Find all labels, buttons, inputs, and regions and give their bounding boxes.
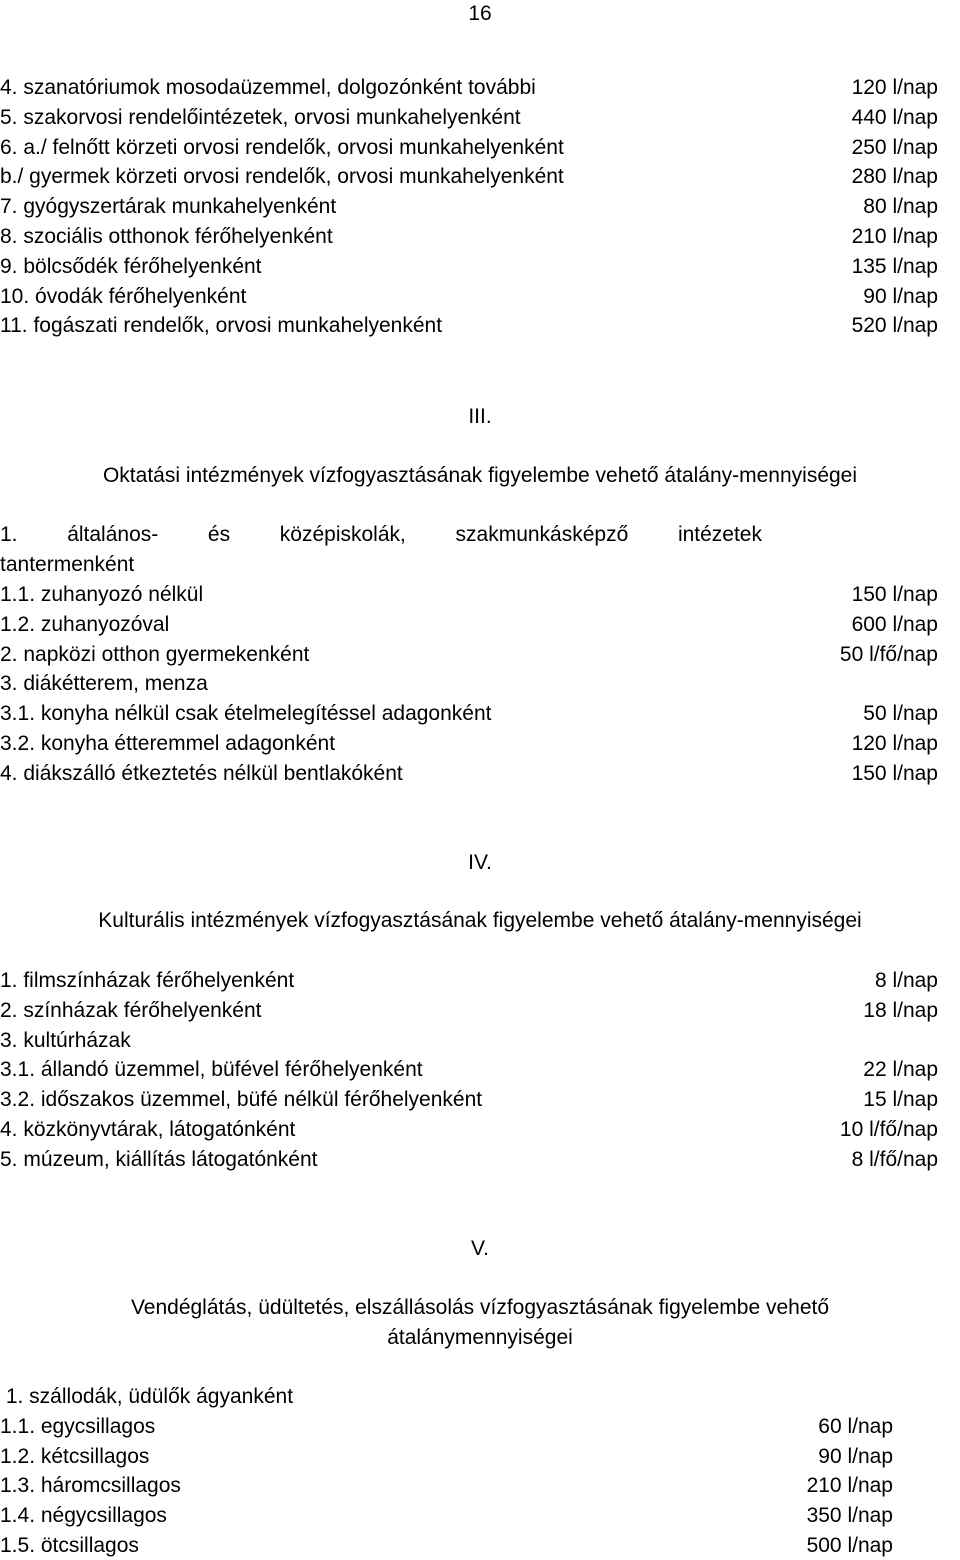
item-value: 90 l/nap bbox=[863, 284, 938, 308]
item-label: 2. színházak férőhelyenként bbox=[0, 998, 262, 1022]
item-label: 3.1. konyha nélkül csak ételmelegítéssel adagonként bbox=[0, 702, 492, 726]
list-item bbox=[0, 1533, 893, 1559]
item-value: 350 l/nap bbox=[806, 1504, 893, 1528]
item-value: 15 l/nap bbox=[863, 1088, 938, 1112]
item-value: 120 l/nap bbox=[851, 76, 938, 99]
item-label: 4. szanatóriumok mosodaüzemmel, dolgozónként további bbox=[0, 76, 536, 99]
item-value: 210 l/nap bbox=[806, 1474, 893, 1498]
item-label: 1.2. kétcsillagos bbox=[0, 1444, 150, 1468]
intro-word: intézetek bbox=[677, 523, 762, 546]
item-value: 150 l/nap bbox=[851, 583, 938, 606]
list-item bbox=[0, 1057, 938, 1083]
intro-word: általános- bbox=[67, 523, 159, 546]
section-4-numeral: IV. bbox=[468, 851, 492, 874]
item-value: 135 l/nap bbox=[851, 254, 938, 278]
section-5-title-line-2: átalánymennyiségei bbox=[387, 1326, 573, 1349]
item-label: 9. bölcsődék férőhelyenként bbox=[0, 254, 262, 278]
list-item bbox=[0, 1117, 938, 1143]
section-5-numeral: V. bbox=[471, 1237, 489, 1260]
list-item bbox=[0, 731, 938, 757]
list-item bbox=[0, 1473, 893, 1499]
list-item bbox=[0, 135, 938, 161]
item-label: 3. kultúrházak bbox=[0, 1028, 131, 1052]
item-label: 1.1. zuhanyozó nélkül bbox=[0, 583, 204, 606]
item-value: 280 l/nap bbox=[851, 165, 938, 189]
list-item bbox=[0, 1147, 938, 1173]
intro-word: szakmunkásképző bbox=[455, 523, 629, 546]
intro-word: és bbox=[207, 523, 231, 546]
list-item bbox=[0, 224, 938, 250]
page-number: 16 bbox=[468, 2, 492, 25]
list-item bbox=[0, 998, 938, 1024]
item-value: 120 l/nap bbox=[851, 732, 938, 755]
item-value: 250 l/nap bbox=[851, 135, 938, 159]
list-item bbox=[0, 761, 938, 787]
item-value: 150 l/nap bbox=[851, 761, 938, 785]
item-value: 18 l/nap bbox=[863, 998, 938, 1022]
item-value: 520 l/nap bbox=[851, 314, 938, 338]
item-value: 80 l/nap bbox=[863, 195, 938, 219]
intro-word: középiskolák, bbox=[279, 523, 406, 546]
item-label: 1.4. négycsillagos bbox=[0, 1504, 167, 1528]
list-item bbox=[0, 1384, 893, 1410]
list-item bbox=[0, 284, 938, 310]
item-label: b./ gyermek körzeti orvosi rendelők, orvosi munkahelyenként bbox=[0, 165, 564, 189]
list-item bbox=[0, 701, 938, 727]
item-value: 10 l/fő/nap bbox=[839, 1118, 938, 1141]
list-item bbox=[0, 313, 938, 339]
item-label: 1.5. ötcsillagos bbox=[0, 1534, 139, 1557]
item-label: 5. szakorvosi rendelőintézetek, orvosi munkahelyenként bbox=[0, 105, 521, 129]
item-label: 3.1. állandó üzemmel, büfével férőhelyenként bbox=[0, 1058, 423, 1082]
item-value: 8 l/fő/nap bbox=[851, 1147, 938, 1171]
item-label: 3.2. időszakos üzemmel, büfé nélkül férőhelyenként bbox=[0, 1088, 483, 1112]
item-label: 10. óvodák férőhelyenként bbox=[0, 284, 247, 308]
list-item bbox=[0, 75, 938, 101]
list-item bbox=[0, 1028, 938, 1054]
item-value: 8 l/nap bbox=[874, 969, 938, 992]
item-label: 6. a./ felnőtt körzeti orvosi rendelők, orvosi munkahelyenként bbox=[0, 135, 564, 159]
section-3-intro-line bbox=[0, 522, 762, 548]
item-label: 4. diákszálló étkeztetés nélkül bentlakóként bbox=[0, 761, 403, 785]
item-label: 1.2. zuhanyozóval bbox=[0, 612, 170, 636]
list-item bbox=[0, 1503, 893, 1529]
item-label: 3.2. konyha étteremmel adagonként bbox=[0, 732, 336, 755]
list-item bbox=[0, 612, 938, 638]
list-item bbox=[0, 671, 938, 697]
list-item bbox=[0, 968, 938, 994]
document-page: 16 4. szanatóriumok mosodaüzemmel, dolgozónként további 120 l/nap 5. szakorvosi rendelőintézetek, orvosi munkahelyenként 440 l/nap 6. a./ felnőtt körzeti orvosi rendelők, orvosi munkahelyenként 250 l/nap b./ gyermek körzeti orvosi rendelők, orvosi munkahelyenként 280 l/nap 7. gyógyszertárak munkahelyenként 80 l/nap 8. szociális otthonok férőhelyenként 210 l/nap 9. bölcsődék férőhelyenként 135 l/nap 10. óvodák férőhelyenként 90 l/nap 11. fogászati rendelők, orvosi munkahelyenként 520 l/nap III. Oktatási intézmények vízfogyasztásának figyelembe vehető átalány-mennyiségei 1. általános- és középiskolák, szakmunkásképző intézetek tantermenként 1.1. zuhanyozó nélkül 150 l/nap 1.2. zuhanyozóval 600 l/nap 2. napközi otthon gyermekenként 50 l/fő/nap 3. diákétterem, menza 3.1. konyha nélkül csak ételmelegítéssel adagonként 50 l/nap 3.2. konyha étteremmel adagonként 120 l/nap 4. diákszálló étkeztetés nélkül bentlakóként 150 l/nap IV. Kulturális intézmények vízfogyasztásának figyelembe vehető átalány-mennyiségei 1. filmszínházak férőhelyenként 8 l/nap 2. színházak férőhelyenként 18 l/nap 3. kultúrházak 3.1. állandó üzemmel, büfével férőhelyenként 22 l/nap 3.2. időszakos üzemmel, büfé nélkül férőhelyenként 15 l/nap 4. közkönyvtárak, látogatónként 10 l/fő/nap 5. múzeum, kiállítás látogatónként 8 l/fő/nap V. Vendéglátás, üdültetés, elszállásolás vízfogyasztásának figyelembe vehető átalánymennyiségei 1. szállodák, üdülők ágyanként 1.1. egycsillagos 60 l/nap 1.2. kétcsillagos 90 l/nap 1.3. háromcsillagos 210 l/nap 1.4. négycsillagos 350 l/nap 1.5. ötcsillagos 500 l/nap bbox=[0, 0, 960, 1560]
item-value: 500 l/nap bbox=[806, 1534, 893, 1557]
list-item bbox=[0, 1444, 893, 1470]
item-label: 4. közkönyvtárak, látogatónként bbox=[0, 1118, 296, 1141]
item-label: 11. fogászati rendelők, orvosi munkahelyenként bbox=[0, 314, 443, 338]
item-label: 2. napközi otthon gyermekenként bbox=[0, 642, 310, 666]
item-label: 7. gyógyszertárak munkahelyenként bbox=[0, 195, 337, 219]
item-value: 210 l/nap bbox=[851, 225, 938, 248]
list-item bbox=[0, 254, 938, 280]
item-label: 8. szociális otthonok férőhelyenként bbox=[0, 225, 333, 248]
item-value: 440 l/nap bbox=[851, 105, 938, 129]
section-4-title: Kulturális intézmények vízfogyasztásának figyelembe vehető átalány-mennyiségei bbox=[98, 909, 862, 932]
list-item bbox=[0, 1414, 893, 1440]
list-item bbox=[0, 194, 938, 220]
item-label: 1.3. háromcsillagos bbox=[0, 1474, 181, 1498]
list-item bbox=[0, 642, 938, 668]
item-value: 22 l/nap bbox=[863, 1058, 938, 1082]
item-value: 50 l/nap bbox=[863, 702, 938, 726]
item-label: 1. filmszínházak férőhelyenként bbox=[0, 969, 295, 992]
item-label: 3. diákétterem, menza bbox=[0, 672, 208, 696]
list-item bbox=[0, 164, 938, 190]
item-label: 5. múzeum, kiállítás látogatónként bbox=[0, 1147, 318, 1171]
item-label: 1. szállodák, üdülők ágyanként bbox=[0, 1385, 294, 1408]
list-item bbox=[0, 1087, 938, 1113]
item-value: 90 l/nap bbox=[818, 1444, 893, 1468]
item-value: 50 l/fő/nap bbox=[839, 642, 938, 666]
item-label: 1.1. egycsillagos bbox=[0, 1414, 156, 1438]
section-3-numeral: III. bbox=[468, 405, 492, 428]
list-item bbox=[0, 582, 938, 608]
section-5-title-line-1: Vendéglátás, üdültetés, elszállásolás vízfogyasztásának figyelembe vehető bbox=[130, 1296, 830, 1319]
list-item bbox=[0, 105, 938, 131]
intro-word: 1. bbox=[0, 523, 18, 546]
item-value: 600 l/nap bbox=[851, 612, 938, 636]
item-value: 60 l/nap bbox=[818, 1414, 893, 1438]
section-3-title: Oktatási intézmények vízfogyasztásának figyelembe vehető átalány-mennyiségei bbox=[102, 464, 858, 487]
